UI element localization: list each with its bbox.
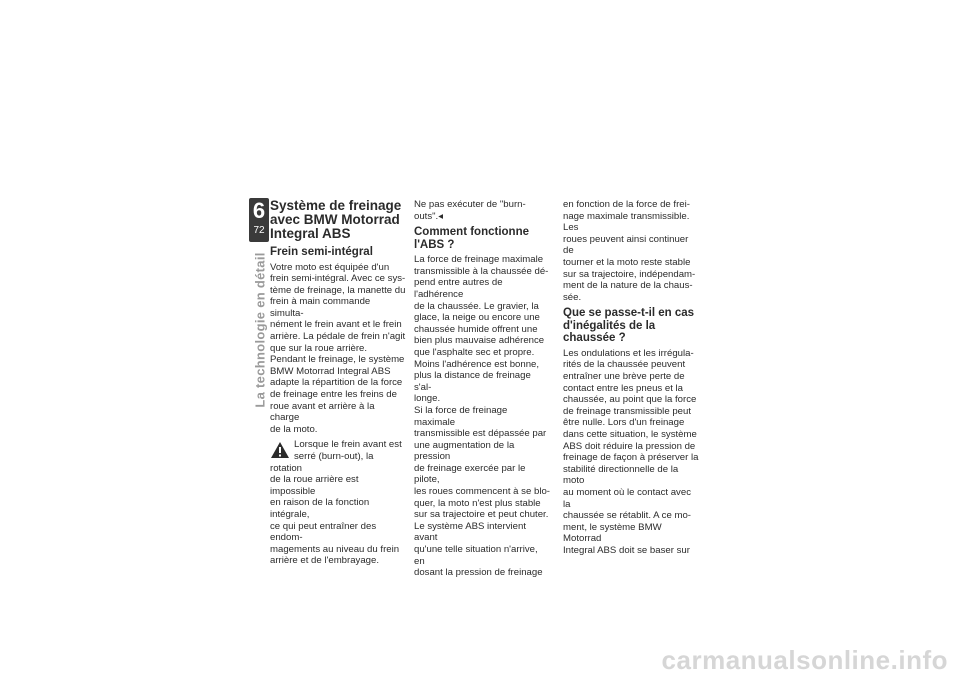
chapter-number: 6 — [252, 198, 266, 223]
paragraph: Si la force de freinage maximale transmissible est dépassée par une augmentation de la pression de freinage exercée par le pilote, les roues commencent à se blo- quer, la moto n'est plus stable sur sa trajectoire et peut chuter. Le système ABS intervient avant qu'une telle situation n'arrive, en dosant la pression de freinage — [414, 404, 550, 579]
column-2 — [414, 199, 550, 579]
chapter-tab — [249, 198, 269, 242]
watermark: carmanualsonline.info — [661, 645, 948, 675]
warning-text: Lorsque le frein avant est serré (burn-out), la rotation de la roue arrière est impossible en raison de la fonction intégrale, ce qui peut entraîner des endom- magements au niveau du frein arrière et de l'embrayage. — [270, 439, 402, 567]
page-number: 72 — [253, 225, 265, 236]
paragraph: Les ondulations et les irrégula- rités de la chaussée peuvent entraîner une brève perte de contact entre les pneus et la chaussée, au point que la force de freinage transmissible peut être nulle. Lors d'un freinage dans cette situation, le système ABS doit réduire la pression de freinage de façon à préserver la stabilité directionnelle de la moto au moment où le contact avec la chaussée se rétablit. A ce mo- ment, le système BMW Motorrad Integral ABS doit se baser sur — [563, 347, 699, 556]
column-1 — [270, 199, 406, 567]
warning-triangle-icon — [270, 441, 290, 459]
subsection-heading: Que se passe-t-il en cas d'inégalités de la chaussée ? — [563, 307, 695, 345]
subsection-heading: Comment fonctionne l'ABS ? — [414, 226, 529, 251]
subsection-heading: Frein semi-intégral — [270, 246, 373, 258]
column-3 — [563, 199, 699, 557]
paragraph: La force de freinage maximale transmissible à la chaussée dé- pend entre autres de l'adhérence de la chaussée. Le gravier, la glace, la neige ou encore une chaussée humide offrent une bien plus mauvaise adhérence que l'asphalte sec et propre. Moins l'adhérence est bonne, plus la distance de freinage s'al- longe. — [414, 254, 549, 405]
paragraph: Votre moto est équipée d'un frein semi-intégral. Avec ce sys- tème de freinage, la manette du frein à main commande simulta- nément le frein avant et le frein arrière. La pédale de frein n'agit que sur la roue arrière. — [270, 261, 406, 354]
paragraph: en fonction de la force de frei- nage maximale transmissible. Les roues peuvent ainsi continuer de tourner et la moto reste stable sur sa trajectoire, indépendam- ment de la nature de la chaus- sée. — [563, 199, 696, 303]
section-heading: Système de freinage avec BMW Motorrad Integral ABS — [270, 198, 402, 241]
paragraph: Ne pas exécuter de "burn- outs".◂ — [414, 199, 526, 222]
chapter-title: La technologie en détail — [252, 252, 268, 408]
warning-block — [270, 439, 406, 567]
paragraph: Pendant le freinage, le système BMW Motorrad Integral ABS adapte la répartition de la force de freinage entre les freins de roue avant et arrière à la charge de la moto. — [270, 354, 405, 435]
